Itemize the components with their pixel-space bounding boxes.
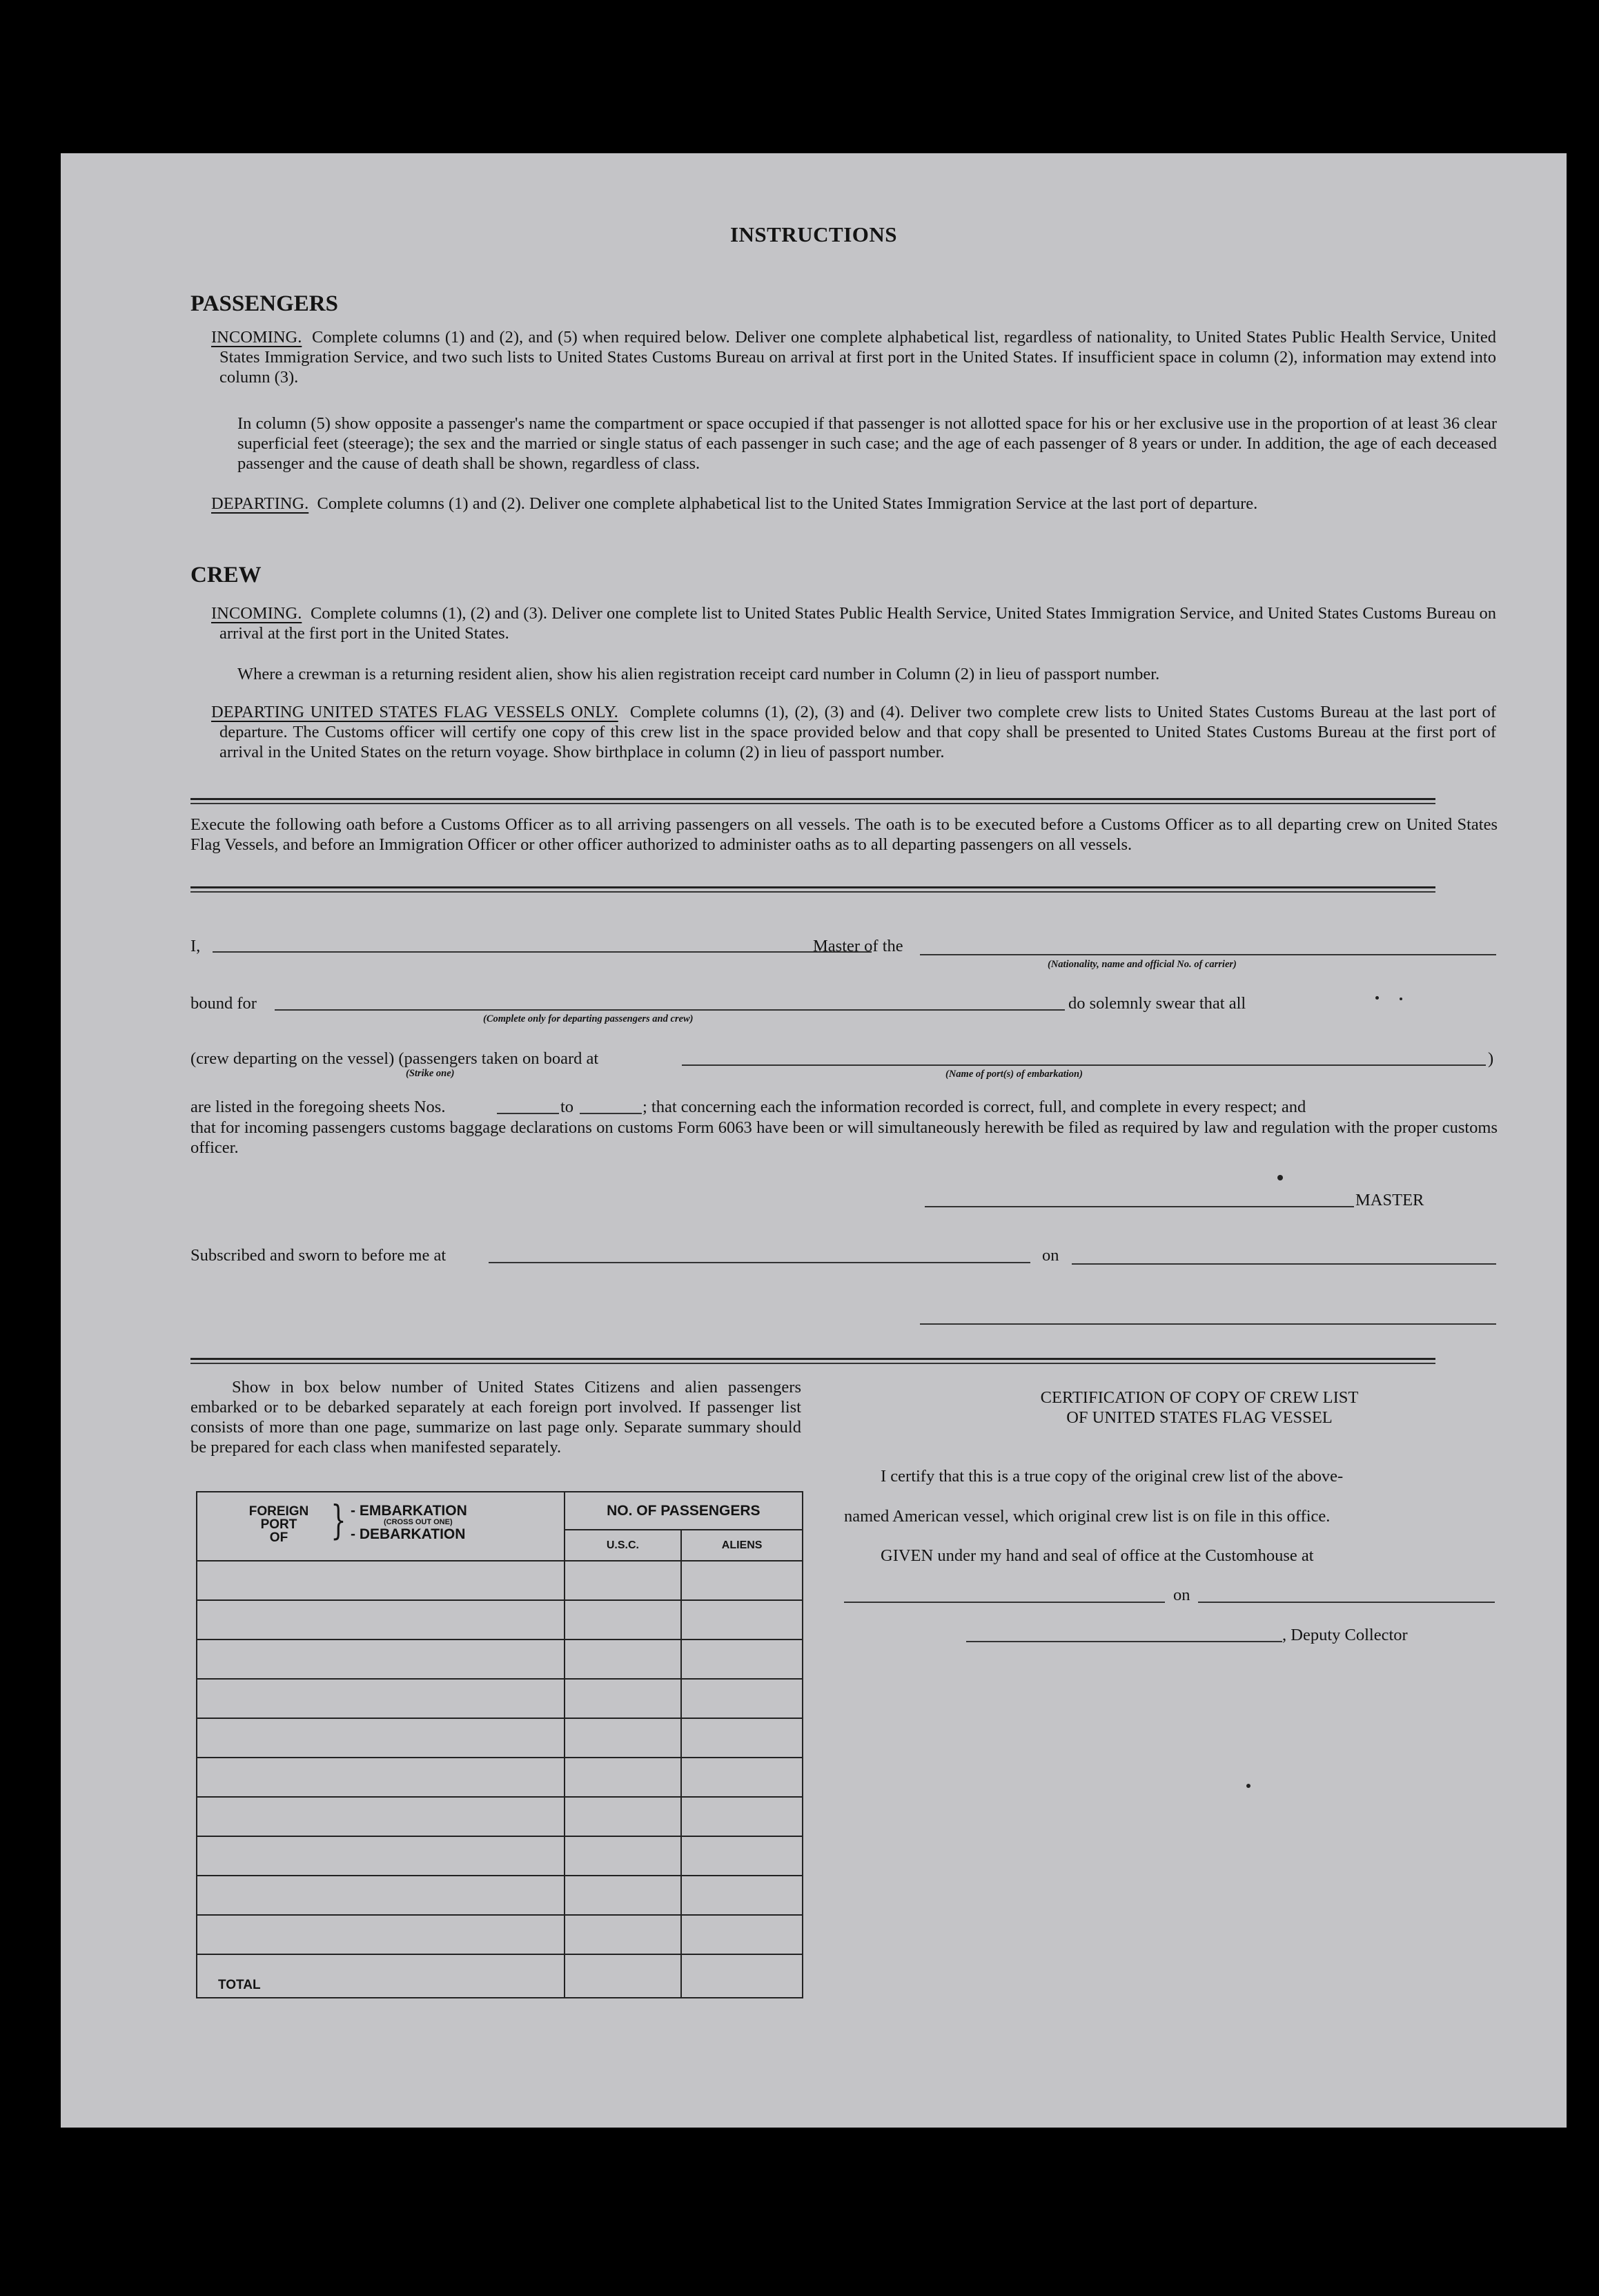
certification-title-line-2: OF UNITED STATES FLAG VESSEL <box>1066 1408 1333 1427</box>
divider <box>190 886 1435 888</box>
port-cell[interactable] <box>197 1718 565 1758</box>
scan-speck <box>1246 1784 1250 1788</box>
table-row <box>197 1836 803 1876</box>
close-paren: ) <box>1488 1049 1494 1068</box>
aliens-cell[interactable] <box>681 1640 803 1679</box>
of-label: OF <box>269 1530 288 1545</box>
master-name-field[interactable] <box>213 951 872 953</box>
table-row <box>197 1758 803 1797</box>
customhouse-field[interactable] <box>844 1602 1165 1603</box>
bound-for-label: bound for <box>190 994 257 1013</box>
port-cell[interactable] <box>197 1836 565 1876</box>
total-label: TOTAL <box>197 1954 565 1998</box>
divider <box>190 1358 1435 1360</box>
certify-line-3: GIVEN under my hand and seal of office at the Customhouse at <box>881 1546 1314 1565</box>
port-cell[interactable] <box>197 1640 565 1679</box>
passengers-departing-paragraph <box>211 494 1496 514</box>
table-row <box>197 1876 803 1915</box>
certify-line-1: I certify that this is a true copy of the original crew list of the above- <box>881 1467 1344 1486</box>
form-page <box>61 153 1567 2128</box>
crew-heading: CREW <box>190 563 262 587</box>
sheets-to-label: to <box>560 1098 574 1116</box>
crew-departing-paragraph <box>211 702 1496 762</box>
aliens-cell[interactable] <box>681 1561 803 1600</box>
table-row <box>197 1915 803 1954</box>
usc-cell[interactable] <box>565 1718 682 1758</box>
passengers-departing-label: DEPARTING. <box>211 494 309 513</box>
passengers-incoming-paragraph <box>211 327 1497 387</box>
passengers-departing-text: Complete columns (1) and (2). Deliver one complete alphabetical list to the United States Immigration Service at the last port of departure. <box>317 494 1258 513</box>
ports-note: (Name of port(s) of embarkation) <box>945 1069 1083 1080</box>
embarkation-option[interactable]: - EMBARKATION <box>351 1503 467 1519</box>
carrier-field[interactable] <box>920 954 1496 955</box>
sheets-statement: ; that concerning each the information recorded is correct, full, and complete in every respect; and <box>642 1098 1306 1116</box>
passengers-incoming-label: INCOMING. <box>211 328 302 347</box>
no-of-passengers-header: NO. OF PASSENGERS <box>565 1492 803 1530</box>
strike-one-note: (Strike one) <box>406 1068 455 1079</box>
table-row <box>197 1640 803 1679</box>
sworn-place-field[interactable] <box>489 1262 1030 1263</box>
cross-out-note: (CROSS OUT ONE) <box>384 1518 453 1526</box>
usc-cell[interactable] <box>565 1600 682 1640</box>
aliens-cell[interactable] <box>681 1600 803 1640</box>
oath-i-label: I, <box>190 937 201 955</box>
debarkation-option[interactable]: - DEBARKATION <box>351 1526 466 1542</box>
certification-title-line-1: CERTIFICATION OF COPY OF CREW LIST <box>1040 1388 1359 1407</box>
sworn-on-label: on <box>1042 1246 1059 1265</box>
certification-date-field[interactable] <box>1198 1602 1495 1603</box>
deputy-collector-label: , Deputy Collector <box>1282 1626 1408 1644</box>
aliens-cell[interactable] <box>681 1679 803 1718</box>
scan-speck <box>1375 996 1379 1000</box>
subscribed-label: Subscribed and sworn to before me at <box>190 1246 447 1265</box>
crew-incoming-label: INCOMING. <box>211 604 302 623</box>
aliens-header: ALIENS <box>681 1530 803 1561</box>
divider <box>190 803 1435 804</box>
aliens-cell[interactable] <box>681 1915 803 1954</box>
port-cell[interactable] <box>197 1600 565 1640</box>
port-cell[interactable] <box>197 1797 565 1836</box>
aliens-total-cell[interactable] <box>681 1954 803 1998</box>
aliens-cell[interactable] <box>681 1758 803 1797</box>
departing-only-note: (Complete only for departing passengers and crew) <box>483 1013 694 1024</box>
usc-cell[interactable] <box>565 1640 682 1679</box>
certification-on-label: on <box>1173 1586 1190 1604</box>
passengers-incoming-text: Complete columns (1) and (2), and (5) when required below. Deliver one complete alphabetical list, regardless of nationality, to United States Public Health Service, United States Immigration Service, and two such lists to United States Customs Bureau on arrival at first port in the United States. If insufficient space in column (2), information may extend into column (3). <box>219 328 1497 387</box>
aliens-cell[interactable] <box>681 1718 803 1758</box>
deputy-signature-field[interactable] <box>966 1641 1282 1642</box>
scan-speck <box>1277 1175 1283 1180</box>
port-cell[interactable] <box>197 1679 565 1718</box>
usc-cell[interactable] <box>565 1876 682 1915</box>
officer-signature-field[interactable] <box>920 1323 1496 1325</box>
oath-intro-paragraph: Execute the following oath before a Customs Officer as to all arriving passengers on all vessels. The oath is to be executed before a Customs Officer as to all departing crew on United States Flag Vessels, and before an Immigration Officer or other officer authorized to administer oaths as to all departing passengers on all vessels. <box>190 815 1498 854</box>
divider <box>190 1363 1435 1364</box>
port-cell[interactable] <box>197 1915 565 1954</box>
port-cell[interactable] <box>197 1758 565 1797</box>
divider <box>190 798 1435 800</box>
port-cell[interactable] <box>197 1876 565 1915</box>
crew-passengers-label: (crew departing on the vessel) (passengers taken on board at <box>190 1049 599 1068</box>
usc-cell[interactable] <box>565 1915 682 1954</box>
scan-speck <box>1400 998 1402 1000</box>
sheets-label: are listed in the foregoing sheets Nos. <box>190 1098 446 1116</box>
aliens-cell[interactable] <box>681 1876 803 1915</box>
table-row <box>197 1718 803 1758</box>
master-of-the-label: Master of the <box>813 937 903 955</box>
embarkation-ports-field[interactable] <box>682 1064 1486 1066</box>
usc-cell[interactable] <box>565 1797 682 1836</box>
certify-line-2: named American vessel, which original crew list is on file in this office. <box>844 1507 1331 1526</box>
crew-incoming-paragraph <box>211 603 1497 643</box>
aliens-cell[interactable] <box>681 1836 803 1876</box>
usc-header: U.S.C. <box>565 1530 682 1561</box>
sheets-to-field[interactable] <box>580 1113 642 1114</box>
table-row <box>197 1679 803 1718</box>
foreign-port-header <box>197 1492 565 1561</box>
table-row <box>197 1797 803 1836</box>
master-label: MASTER <box>1355 1191 1424 1209</box>
nationality-note: (Nationality, name and official No. of carrier) <box>1048 959 1237 970</box>
passengers-column5-paragraph: In column (5) show opposite a passenger's name the compartment or space occupied if that passenger is not allotted space for his or her exclusive use in the proportion of at least 36 clear superficial feet (steerage); the sex and the married or single status of each passenger in such case; and the age of each passenger of 8 years or under. In addition, the age of each deceased passenger and the cause of death shall be shown, regardless of class. <box>237 414 1497 473</box>
sworn-date-field[interactable] <box>1072 1263 1496 1265</box>
foreign-label: FOREIGN <box>248 1504 309 1519</box>
usc-cell[interactable] <box>565 1836 682 1876</box>
bound-for-field[interactable] <box>275 1009 1065 1011</box>
port-label: PORT <box>260 1517 297 1532</box>
solemnly-swear-label: do solemnly swear that all <box>1068 994 1246 1013</box>
usc-cell[interactable] <box>565 1561 682 1600</box>
usc-cell[interactable] <box>565 1758 682 1797</box>
brace-icon: } <box>331 1497 346 1544</box>
crew-resident-paragraph: Where a crewman is a returning resident alien, show his alien registration receipt card number in Column (2) in lieu of passport number. <box>237 665 1160 683</box>
usc-total-cell[interactable] <box>565 1954 682 1998</box>
baggage-statement: that for incoming passengers customs baggage declarations on customs Form 6063 have been or will simultaneously herewith be filed as required by law and regulation with the proper customs officer. <box>190 1118 1498 1157</box>
table-row <box>197 1600 803 1640</box>
sheets-from-field[interactable] <box>497 1113 559 1114</box>
table-row <box>197 1561 803 1600</box>
summary-instructions: Show in box below number of United States Citizens and alien passengers embarked or to be debarked separately at each foreign port involved. If passenger list consists of more than one page, summarize on last page only. Separate summary should be prepared for each class when manifested separately. <box>190 1378 801 1457</box>
aliens-cell[interactable] <box>681 1797 803 1836</box>
certification-title <box>861 1388 1538 1428</box>
usc-cell[interactable] <box>565 1679 682 1718</box>
master-signature-field[interactable] <box>925 1206 1354 1207</box>
page-title: INSTRUCTIONS <box>729 222 897 246</box>
crew-incoming-text: Complete columns (1), (2) and (3). Deliver one complete list to United States Public Health Service, United States Immigration Service, and United States Customs Bureau on arrival at the first port in the United States. <box>219 604 1497 643</box>
crew-departing-text: Complete columns (1), (2), (3) and (4). Deliver two complete crew lists to United States Customs Bureau at the last port of departure. The Customs officer will certify one copy of this crew list in the space provided below and that copy shall be presented to United States Customs Bureau at the first port of arrival in the United States on the return voyage. Show birthplace in column (2) in lieu of passport number. <box>219 703 1496 761</box>
crew-departing-label: DEPARTING UNITED STATES FLAG VESSELS ONLY. <box>211 703 618 721</box>
port-cell[interactable] <box>197 1561 565 1600</box>
divider <box>190 891 1435 893</box>
passengers-heading: PASSENGERS <box>190 291 338 316</box>
passenger-summary-table <box>196 1491 803 1998</box>
total-row <box>197 1954 803 1998</box>
